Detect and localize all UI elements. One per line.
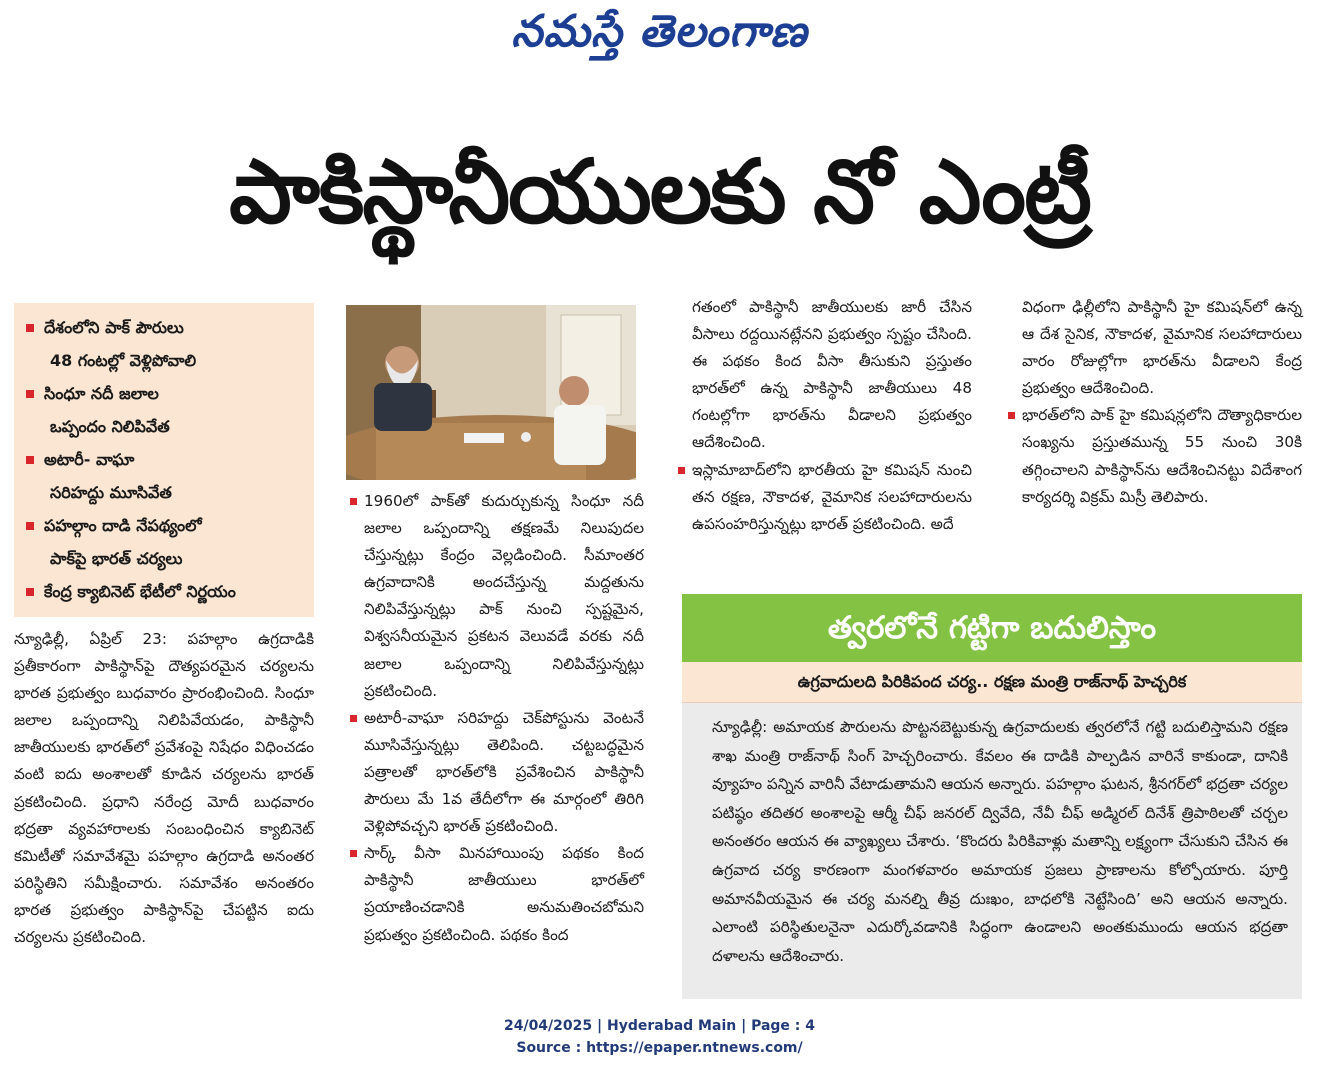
article-lead: న్యూఢిల్లీ, ఏప్రిల్ 23: పహల్గాం ఉగ్రదాడికి ప్రతీకారంగా పాకిస్థాన్‌పై దౌత్యపరమైన చర్యలను భారత ప్రభుత్వం బుధవారం ప్రారంభించింది. సింధూ జలాల ఒప్పందాన్ని నిలిపివేయడం, పాకిస్థానీ జాతీయులకు భారత్‌లో ప్రవేశంపై నిషేధం విధించడం వంటి ఐదు అంశాలతో కూడిన చర్యలను భారత్ ప్రకటించింది. ప్రధాని నరేంద్ర మోదీ బుధవారం భద్రతా వ్యవహారాలకు సంబంధించిన క్యాబినెట్ కమిటీతో సమావేశమై పహల్గాం ఉగ్రదాడి అనంతర పరిస్థితిని సమీక్షించారు. సమావేశం అనంతరం భారత ప్రభుత్వం పాకిస్థాన్‌పై చేపట్టిన ఐదు చర్యలను ప్రకటించింది. xyxy=(14,630,314,947)
article-point: అటారీ-వాఘా సరిహద్దు చెక్‌పోస్టును వెంటనే మూసివేస్తున్నట్లు తెలిపింది. చట్టబద్ధమైన పత్రాలతో భారత్‌లోకి ప్రవేశించిన పాకిస్థానీ పౌరులు మే 1వ తేదీలోగా ఈ మార్గంలో తిరిగి వెళ్లిపోవచ్చని భారత్ ప్రకటించింది. xyxy=(364,705,644,840)
bullet-icon xyxy=(678,467,685,474)
footer-date-line: 24/04/2025 | Hyderabad Main | Page : 4 xyxy=(503,1018,816,1034)
bullet-icon xyxy=(1008,412,1015,419)
bullet-icon xyxy=(350,715,357,722)
article-point: ఇస్లామాబాద్‌లోని భారతీయ హై కమిషన్ నుంచి తన రక్షణ, నౌకాదళ, వైమానిక సలహాదారులను ఉపసంహరిస్తున్నట్లు భారత్ ప్రకటించింది. అదే xyxy=(692,457,972,538)
footer-source-link[interactable]: Source : https://epaper.ntnews.com/ xyxy=(516,1040,803,1056)
article-col-1 xyxy=(14,626,314,951)
article-col-2 xyxy=(364,488,644,949)
article-point: విధంగా ఢిల్లీలోని పాకిస్థానీ హై కమిషన్‌లో ఉన్న ఆ దేశ సైనిక, నౌకాదళ, వైమానిక సలహాదారులు వారం రోజుల్లోగా భారత్‌ను వీడాలని కేంద్ర ప్రభుత్వం ఆదేశించింది. xyxy=(1022,298,1302,398)
highlight-item: అటారీ- వాఘా సరిహద్దు మూసివేత xyxy=(26,443,304,509)
sub-article-body: న్యూఢిల్లీ: అమాయక పౌరులను పొట్టనబెట్టుకున్న ఉగ్రవాదులకు త్వరలోనే గట్టి బదులిస్తామని రక్షణ శాఖ మంత్రి రాజ్‌నాథ్ సింగ్ హెచ్చరించారు. కేవలం ఈ దాడికి పాల్పడిన వారినే కాకుండా, దానికి వ్యూహం పన్నిన వారినీ వేటాడుతామని ఆయన అన్నారు. పహల్గాం ఘటన, శ్రీనగర్‌లో భద్రతా చర్యల పటిష్ఠం తదితర అంశాలపై ఆర్మీ చీఫ్ జనరల్ ద్వివేది, నేవీ చీఫ్ అడ్మిరల్ దినేశ్ త్రిపాఠిలతో చర్చల అనంతరం ఆయన ఈ వ్యాఖ్యలు చేశారు. ‘కొందరు పిరికివాళ్లు మతాన్ని లక్ష్యంగా చేసుకుని చేసిన ఈ ఉగ్రవాద చర్య కారణంగా మంగళవారం అమాయక ప్రజలు ప్రాణాలను కోల్పోయారు. పూర్తి అమానవీయమైన ఈ చర్య మనల్ని తీవ్ర దుఃఖం, బాధలోకి నెట్టేసింది’ అని ఆయన అన్నారు. ఎలాంటి పరిస్థితులనైనా ఎదుర్కోవడానికి సిద్ధంగా ఉండాలని అంతకుముందు ఆయన భద్రతా దళాలను ఆదేశించారు. xyxy=(682,703,1302,999)
photo-illustration xyxy=(346,305,636,480)
article-col-4 xyxy=(1022,294,1302,511)
page-headline: పాకిస్థానీయులకు నో ఎంట్రీ xyxy=(229,140,1090,243)
article-point: గతంలో పాకిస్థానీ జాతీయులకు జారీ చేసిన వీసాలు రద్దయినట్లేనని ప్రభుత్వం స్పష్టం చేసింది. ఈ పథకం కింద వీసా తీసుకుని ప్రస్తుతం భారత్‌లో ఉన్న పాకిస్థానీ జాతీయులు 48 గంటల్లోగా భారత్‌ను వీడాలని ప్రభుత్వం ఆదేశించింది. xyxy=(692,298,972,452)
masthead-logo: నమస్తే తెలంగాణ xyxy=(511,6,808,57)
cabinet-meeting-photo xyxy=(346,305,636,480)
bullet-icon xyxy=(26,588,34,596)
highlights-box xyxy=(14,303,314,617)
highlight-item: పహల్గాం దాడి నేపథ్యంలో పాక్‌పై భారత్ చర్యలు xyxy=(26,509,304,575)
article-point: 1960లో పాక్‌తో కుదుర్చుకున్న సింధూ నదీ జలాల ఒప్పందాన్ని తక్షణమే నిలుపుదల చేస్తున్నట్లు కేంద్రం వెల్లడించింది. సీమాంతర ఉగ్రవాదానికి అందచేస్తున్న మద్దతును నిలిపివేస్తున్నట్లు పాక్ నుంచి స్పష్టమైన, విశ్వసనీయమైన ప్రకటన వెలువడే వరకు నదీ జలాల ఒప్పందాన్ని నిలిపివేస్తున్నట్లు ప్రకటించింది. xyxy=(364,488,644,705)
highlight-item: దేశంలోని పాక్ పౌరులు 48 గంటల్లో వెళ్లిపోవాలి xyxy=(26,311,304,377)
bullet-icon xyxy=(350,850,357,857)
page-footer xyxy=(0,1015,1319,1059)
highlight-item: కేంద్ర క్యాబినెట్ భేటీలో నిర్ణయం xyxy=(26,575,304,608)
article-point: సార్క్ వీసా మినహాయింపు పథకం కింద పాకిస్థానీ జాతీయులు భారత్‌లో ప్రయాణించడానికి అనుమతించబోమని ప్రభుత్వం ప్రకటించింది. పథకం కింద xyxy=(364,840,644,948)
article-col-3 xyxy=(692,294,972,538)
sub-article-deck: ఉగ్రవాదులది పిరికిపంద చర్య.. రక్షణ మంత్రి రాజ్‌నాథ్ హెచ్చరిక xyxy=(682,662,1302,703)
bullet-icon xyxy=(26,324,34,332)
article-point: భారత్‌లోని పాక్ హై కమిషన్లలోని దౌత్యాధికారుల సంఖ్యను ప్రస్తుతమున్న 55 నుంచి 30కి తగ్గించాలని పాకిస్థాన్‌ను ఆదేశించినట్టు విదేశాంగ కార్యదర్శి విక్రమ్ మిస్రీ తెలిపారు. xyxy=(1022,402,1302,510)
bullet-icon xyxy=(26,456,34,464)
highlight-item: సింధూ నదీ జలాల ఒప్పందం నిలిపివేత xyxy=(26,377,304,443)
bullet-icon xyxy=(350,498,357,505)
bullet-icon xyxy=(26,390,34,398)
bullet-icon xyxy=(26,522,34,530)
sub-article-headline: త్వరలోనే గట్టిగా బదులిస్తాం xyxy=(682,594,1302,662)
